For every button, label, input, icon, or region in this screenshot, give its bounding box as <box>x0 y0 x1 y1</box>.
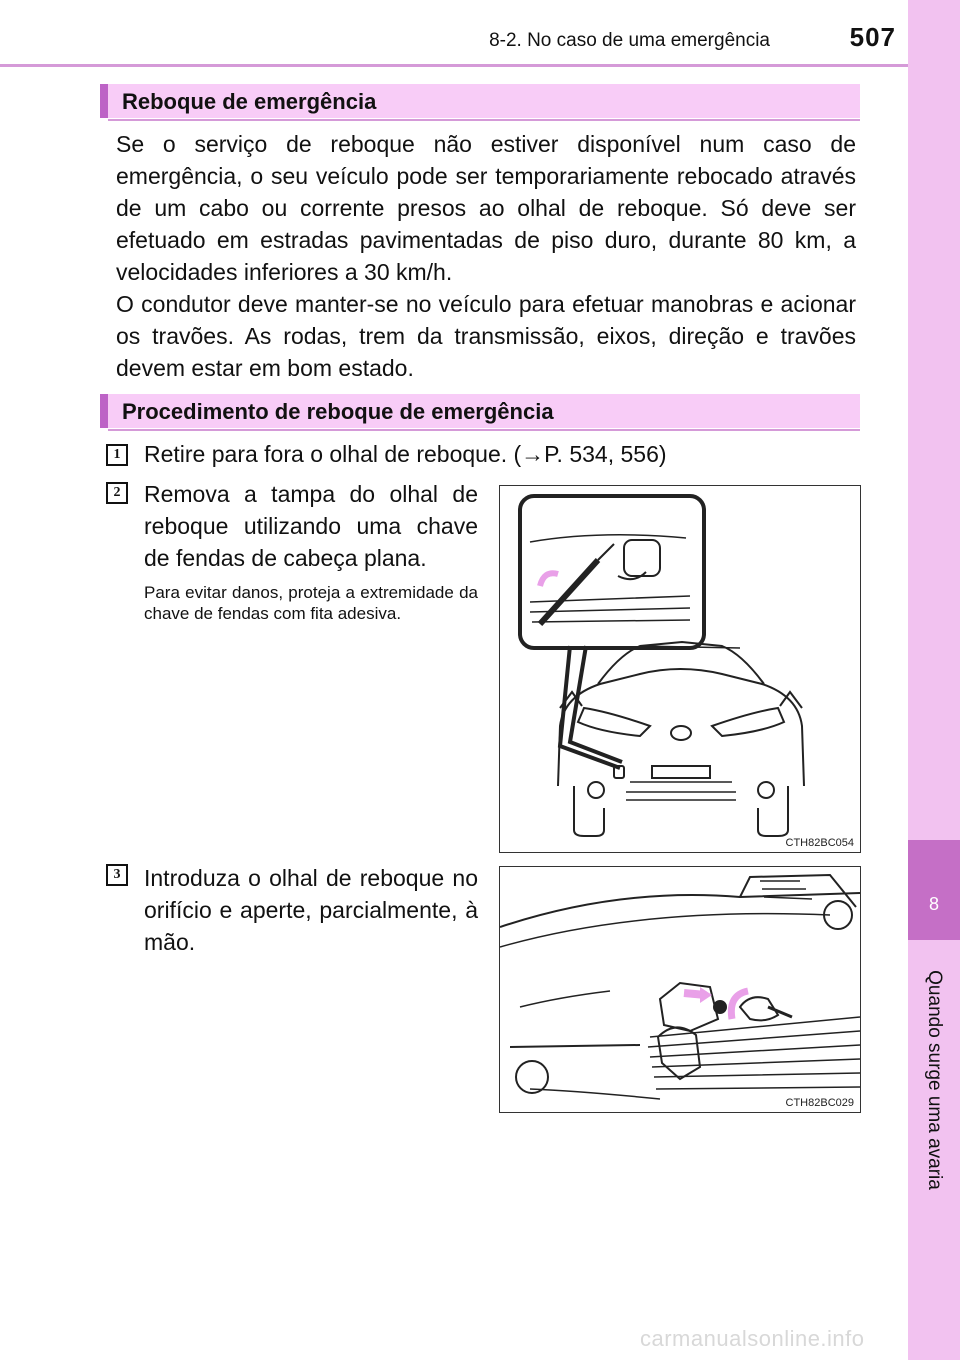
step-number: 1 <box>106 444 128 466</box>
car-front-illustration <box>500 486 861 853</box>
chapter-number: 8 <box>928 894 939 914</box>
section-body <box>116 128 856 384</box>
step-note: Para evitar danos, proteja a extremidade da chave de fendas com fita adesiva. <box>144 583 478 623</box>
step-text: Introduza o olhal de reboque no orifício e aperte, parcialmente, à mão. <box>144 865 478 955</box>
bumper-closeup-illustration <box>500 867 861 1113</box>
section-title: Procedimento de reboque de emergência <box>122 399 554 424</box>
section-title: Reboque de emergência <box>122 89 377 114</box>
header-rule <box>0 64 908 67</box>
figure-code: CTH82BC029 <box>785 1097 854 1109</box>
watermark: carmanualsonline.info <box>640 1326 865 1351</box>
figure-remove-cover <box>499 485 861 853</box>
step-number: 3 <box>106 864 128 886</box>
section-heading-bar <box>100 84 860 118</box>
figure-code: CTH82BC054 <box>785 837 854 849</box>
figure-insert-eyelet <box>499 866 861 1113</box>
paragraph: Se o serviço de reboque não estiver disponível num caso de emergência, o seu veículo pode ser temporariamente rebocado através de um cabo ou corrente presos ao olhal de reboque. Só deve ser efetuado em estradas pavimentadas de piso duro, durante 80 km, a velocidades inferiores a 30 km/h. <box>116 131 856 285</box>
paragraph: O condutor deve manter-se no veículo para efetuar manobras e acionar os travões. As rodas, trem da transmissão, eixos, direção e travões devem estar em bom estado. <box>116 291 856 381</box>
running-header-section: 8-2. No caso de uma emergência <box>489 30 770 51</box>
section-heading-bar <box>100 394 860 428</box>
step-text: Remova a tampa do olhal de reboque utilizando uma chave de fendas de cabeça plana. <box>144 481 478 571</box>
page-number: 507 <box>849 22 896 52</box>
step-text: Retire para fora o olhal de reboque. (→P. 534, 556) <box>144 441 667 467</box>
chapter-title: Quando surge uma avaria <box>924 970 945 1190</box>
chapter-number-box <box>908 840 960 940</box>
step-number: 2 <box>106 482 128 504</box>
